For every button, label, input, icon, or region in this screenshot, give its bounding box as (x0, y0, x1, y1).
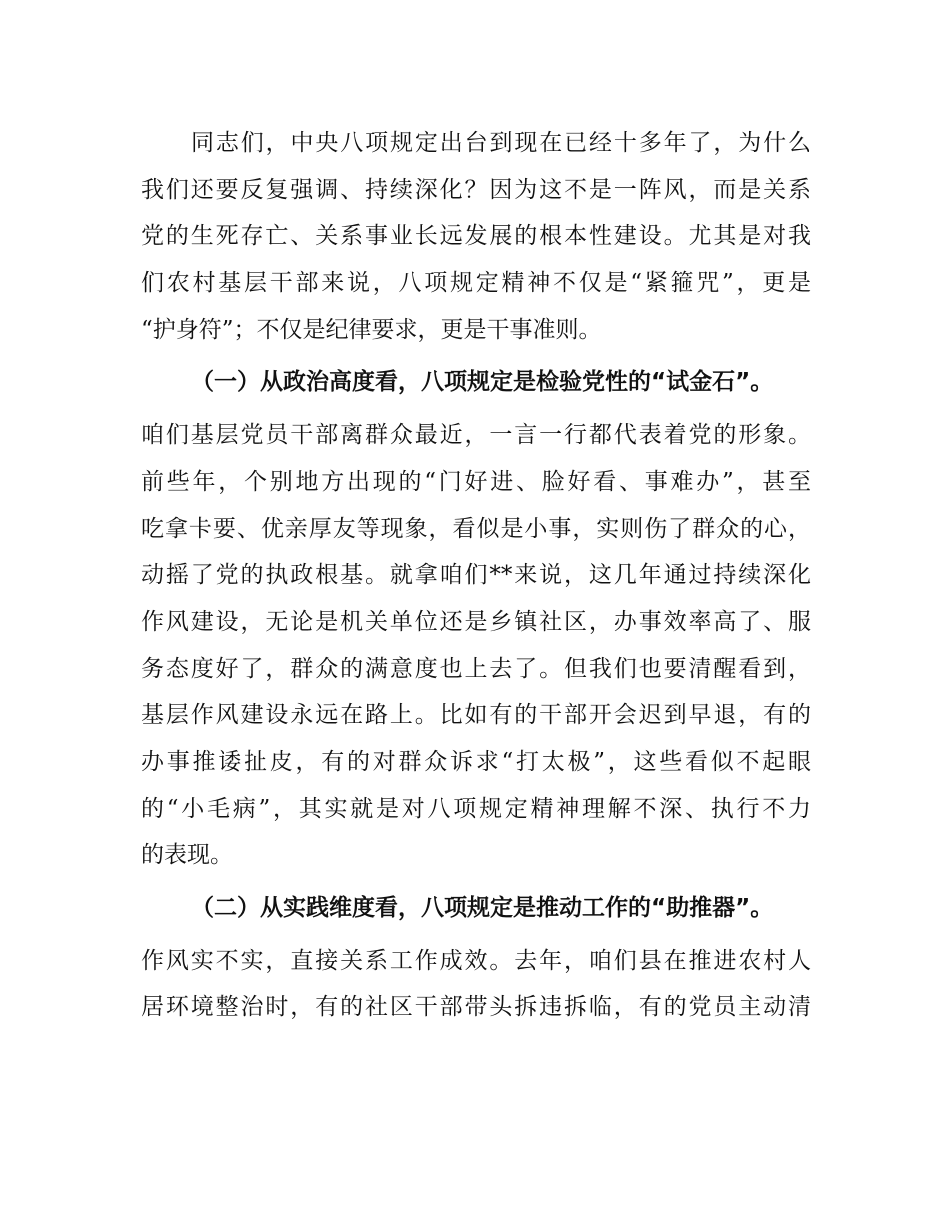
text-line: 我们还要反复强调、持续深化？因为这不是一阵风，而是关系 (141, 176, 811, 203)
text-line: 前些年，个别地方出现的“门好进、脸好看、事难办”，甚至 (141, 468, 811, 495)
section-heading (141, 359, 811, 406)
text-line: 居环境整治时，有的社区干部带头拆违拆临，有的党员主动清 (141, 994, 811, 1021)
text-line: 们农村基层干部来说，八项规定精神不仅是“紧箍咒”，更是 (141, 270, 811, 297)
paragraph (141, 412, 811, 879)
text-line: 的表现。 (141, 842, 233, 869)
text-line: 吃拿卡要、优亲厚友等现象，看似是小事，实则伤了群众的心， (141, 515, 811, 542)
text-line: 党的生死存亡、关系事业长远发展的根本性建设。尤其是对我 (141, 223, 811, 250)
text-line: （一）从政治高度看，八项规定是检验党性的“试金石”。 (191, 369, 774, 396)
text-line: 作风建设，无论是机关单位还是乡镇社区，办事效率高了、服 (141, 608, 811, 635)
text-line: 作风实不实，直接关系工作成效。去年，咱们县在推进农村人 (141, 947, 811, 974)
paragraph (141, 120, 811, 353)
paragraph (141, 938, 811, 1031)
text-line: 同志们，中央八项规定出台到现在已经十多年了，为什么 (191, 130, 811, 156)
document-page (141, 120, 811, 1037)
text-line: 办事推诿扯皮，有的对群众诉求“打太极”，这些看似不起眼 (141, 748, 811, 775)
text-line: 务态度好了，群众的满意度也上去了。但我们也要清醒看到， (141, 655, 811, 682)
text-line: 动摇了党的执政根基。就拿咱们**来说，这几年通过持续深化 (141, 562, 811, 589)
text-line: 的“小毛病”，其实就是对八项规定精神理解不深、执行不力 (141, 795, 811, 822)
text-line: （二）从实践维度看，八项规定是推动工作的“助推器”。 (191, 895, 774, 921)
text-line: 咱们基层党员干部离群众最近，一言一行都代表着党的形象。 (141, 422, 811, 449)
text-line: “护身符”；不仅是纪律要求，更是干事准则。 (141, 316, 602, 343)
text-line: 基层作风建设永远在路上。比如有的干部开会迟到早退，有的 (141, 702, 811, 729)
section-heading (141, 885, 811, 932)
